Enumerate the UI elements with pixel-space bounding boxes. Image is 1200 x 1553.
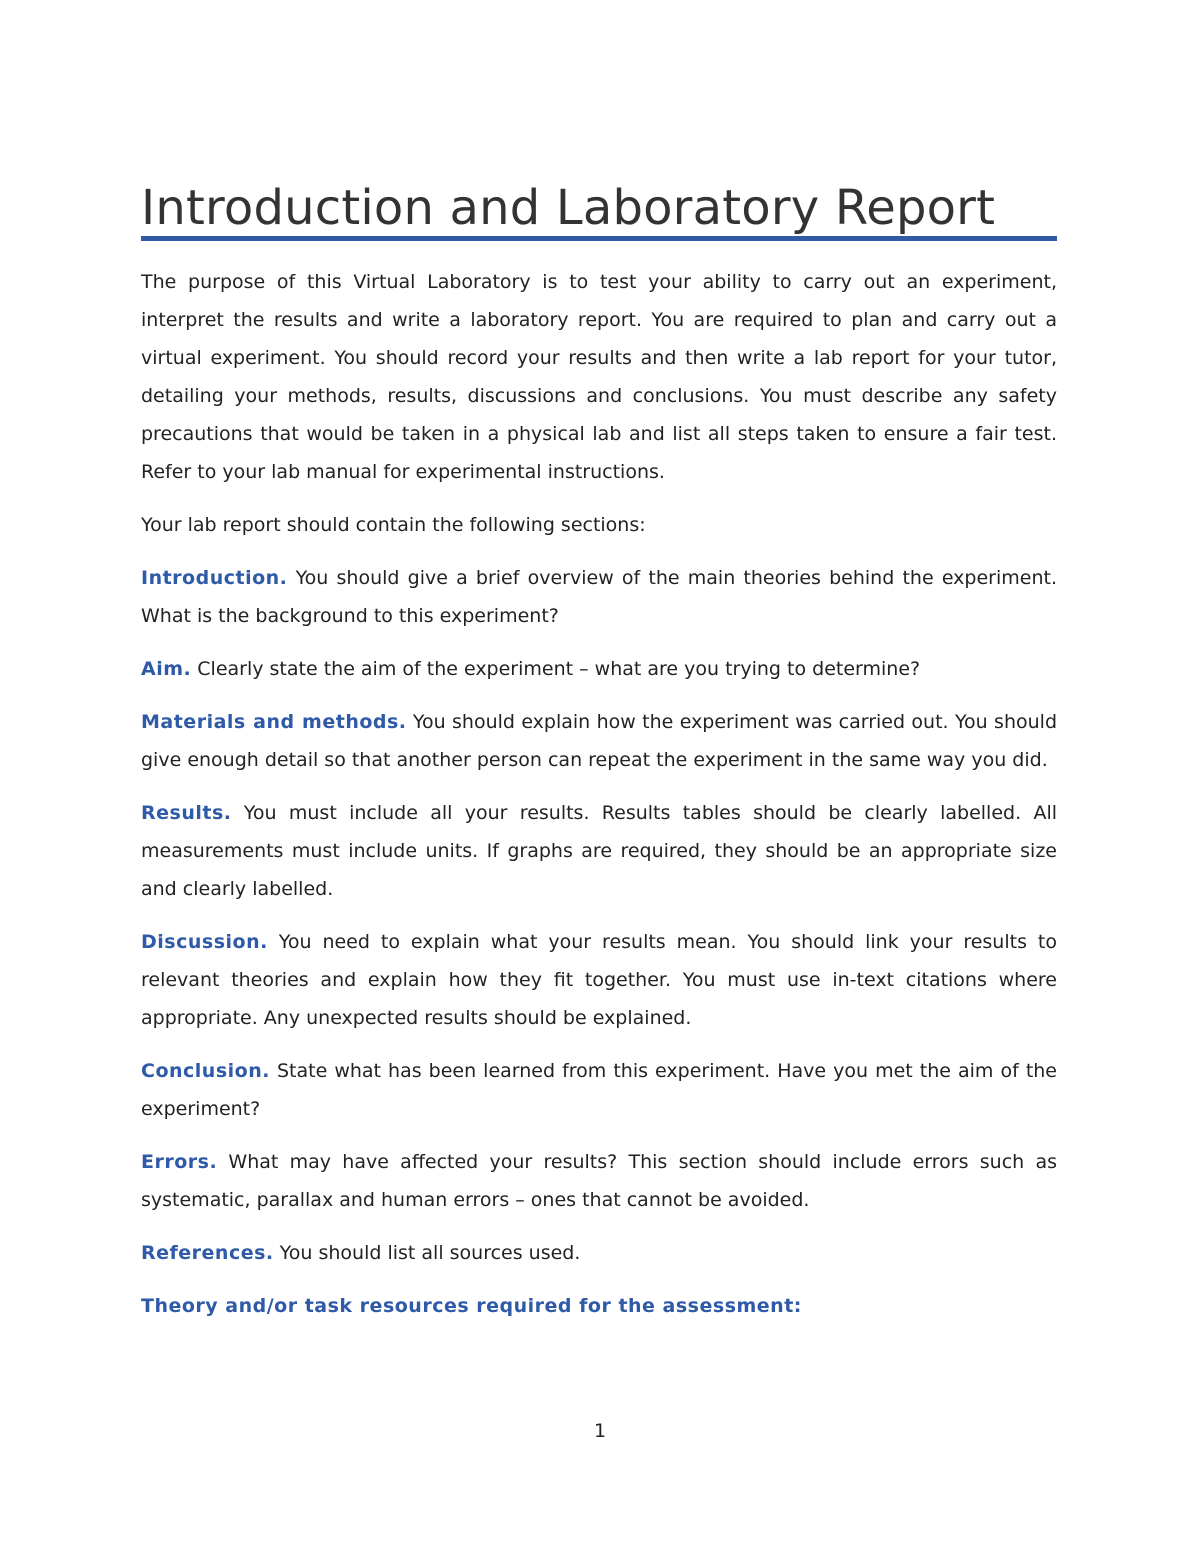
section-text: Clearly state the aim of the experiment – what are you trying to determine? xyxy=(191,658,921,680)
section-materials-methods xyxy=(141,703,1057,779)
section-results xyxy=(141,794,1057,908)
section-errors xyxy=(141,1143,1057,1219)
intro-paragraph: The purpose of this Virtual Laboratory is to test your ability to carry out an experiment, interpret the results and write a laboratory report. You are required to plan and carry out a virtual experiment. You should record your results and then write a lab report for your tutor, detailing your methods, results, discussions and conclusions. You must describe any safety precautions that would be taken in a physical lab and list all steps taken to ensure a fair test. Refer to your lab manual for experimental instructions. xyxy=(141,271,1057,483)
section-text: You should list all sources used. xyxy=(273,1242,581,1264)
section-discussion xyxy=(141,923,1057,1037)
section-term: Results. xyxy=(141,802,232,824)
page-title: Introduction and Laboratory Report xyxy=(141,180,996,236)
section-introduction xyxy=(141,559,1057,635)
section-text: You should explain how the experiment was carried out. You should give enough detail so that another person can repeat the experiment in the same way you did. xyxy=(141,711,1058,771)
title-underline xyxy=(141,236,1057,241)
sections-lead: Your lab report should contain the following sections: xyxy=(141,514,646,536)
section-term: Conclusion. xyxy=(141,1060,270,1082)
section-term: Introduction. xyxy=(141,567,288,589)
section-text: You need to explain what your results mean. You should link your results to relevant theories and explain how they fit together. You must use in-text citations where appropriate. Any unexpected results should be explained. xyxy=(141,931,1057,1029)
section-aim xyxy=(141,650,1057,688)
section-text: State what has been learned from this experiment. Have you met the aim of the experiment? xyxy=(141,1060,1057,1120)
section-term: Errors. xyxy=(141,1151,218,1173)
section-text: You must include all your results. Results tables should be clearly labelled. All measurements must include units. If graphs are required, they should be an appropriate size and clearly labelled. xyxy=(141,802,1057,900)
section-text: You should give a brief overview of the main theories behind the experiment. What is the background to this experiment? xyxy=(141,567,1057,627)
section-term: References. xyxy=(141,1242,274,1264)
resources-heading: Theory and/or task resources required for the assessment: xyxy=(141,1295,802,1317)
section-term: Discussion. xyxy=(141,931,268,953)
section-text: What may have affected your results? This section should include errors such as systematic, parallax and human errors – ones that cannot be avoided. xyxy=(141,1151,1057,1211)
document-page xyxy=(141,180,1057,1325)
page-number: 1 xyxy=(593,1420,607,1442)
section-term: Aim. xyxy=(141,658,192,680)
section-references xyxy=(141,1234,1057,1272)
section-term: Materials and methods. xyxy=(141,711,407,733)
section-conclusion xyxy=(141,1052,1057,1128)
